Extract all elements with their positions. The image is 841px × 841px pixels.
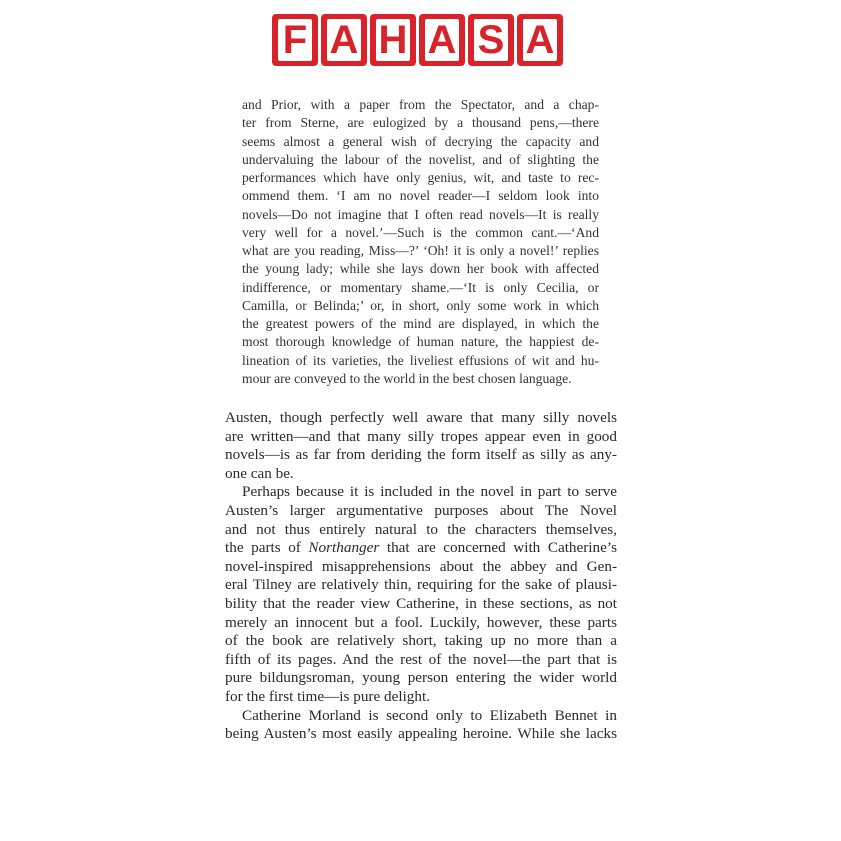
body-line: eral Tilney are relatively thin, requiring for the sake of plausi- bbox=[225, 576, 617, 594]
body-line: bility that the reader view Catherine, in these sections, as not bbox=[225, 594, 617, 612]
logo-tile bbox=[370, 14, 416, 66]
body-line: Austen, though perfectly well aware that many silly novels bbox=[225, 409, 617, 426]
quote-line: ommend them. ‘I am no novel reader—I seldom look into bbox=[242, 188, 599, 204]
quote-line: Camilla, or Belinda;’ or, in short, only some work in which bbox=[242, 297, 599, 313]
paragraph bbox=[225, 409, 617, 483]
fahasa-logo bbox=[272, 14, 563, 66]
logo-letter: A bbox=[425, 19, 459, 61]
body-text-run: the parts of bbox=[225, 539, 309, 557]
body-line bbox=[225, 539, 617, 558]
quote-line: seems almost a general wish of decrying the capacity and bbox=[242, 133, 599, 149]
quote-line: very well for a novel.’—Such is the common cant.—‘And bbox=[242, 224, 599, 240]
paragraph bbox=[225, 707, 617, 744]
body-line: Austen’s larger argumentative purposes about The Novel bbox=[225, 501, 617, 519]
body-line: novels—is as far from deriding the form itself as silly as any- bbox=[225, 446, 617, 464]
body-line: merely an innocent but a fool. Luckily, however, these parts bbox=[225, 613, 617, 631]
logo-tile bbox=[272, 14, 318, 66]
body-line: are written—and that many silly tropes appear even in good bbox=[225, 427, 617, 445]
logo-letter: A bbox=[523, 19, 557, 61]
logo-tile bbox=[468, 14, 514, 66]
paragraph bbox=[225, 483, 617, 706]
body-line: fifth of its pages. And the rest of the novel—the part that is bbox=[225, 650, 617, 668]
quote-line: performances which have only genius, wit, and taste to rec- bbox=[242, 170, 599, 185]
body-line: for the first time—is pure delight. bbox=[225, 687, 430, 705]
body-text bbox=[225, 409, 617, 744]
quote-line: lineation of its varieties, the liveliest effusions of wit and hu- bbox=[242, 352, 599, 368]
quote-line: and Prior, with a paper from the Spectator, and a chap- bbox=[242, 97, 599, 112]
logo-letter: F bbox=[278, 19, 312, 61]
quote-line: the young lady; while she lays down her book with affected bbox=[242, 261, 599, 277]
quote-line: ter from Sterne, are eulogized by a thousand pens,—there bbox=[242, 115, 599, 131]
quote-line: indifference, or momentary shame.—‘It is only Cecilia, or bbox=[242, 279, 599, 295]
book-title: Northanger bbox=[308, 539, 380, 557]
quote-line: undervaluing the labour of the novelist, and of slighting the bbox=[242, 151, 599, 167]
quote-line: what are you reading, Miss—?’ ‘Oh! it is only a novel!’ replies bbox=[242, 243, 599, 258]
body-line: of the book are relatively short, taking up no more than a bbox=[225, 632, 617, 650]
body-line: novel-inspired misapprehensions about the abbey and Gen- bbox=[225, 557, 617, 575]
body-line: Perhaps because it is included in the novel in part to serve bbox=[242, 483, 617, 501]
body-line: and not thus entirely natural to the characters themselves, bbox=[225, 520, 617, 538]
block-quote bbox=[242, 96, 599, 388]
body-line: Catherine Morland is second only to Elizabeth Bennet in bbox=[242, 706, 617, 724]
body-text-run: that are concerned with Catherine’s bbox=[379, 539, 617, 557]
body-line: one can be. bbox=[225, 464, 294, 482]
quote-line: the greatest powers of the mind are displayed, in which the bbox=[242, 316, 599, 331]
quote-line: mour are conveyed to the world in the best chosen language. bbox=[242, 370, 572, 386]
logo-letter: H bbox=[376, 19, 410, 61]
logo-tile bbox=[321, 14, 367, 66]
quote-line: novels—Do not imagine that I often read novels—It is really bbox=[242, 206, 599, 222]
body-line: being Austen’s most easily appealing heroine. While she lacks bbox=[225, 725, 617, 743]
body-line: pure bildungsroman, young person entering the wider world bbox=[225, 669, 617, 687]
quote-line: most thorough knowledge of human nature, the happiest de- bbox=[242, 334, 599, 350]
logo-letter: S bbox=[474, 19, 508, 61]
logo-tile bbox=[419, 14, 465, 66]
logo-letter: A bbox=[327, 19, 361, 61]
logo-tile bbox=[517, 14, 563, 66]
